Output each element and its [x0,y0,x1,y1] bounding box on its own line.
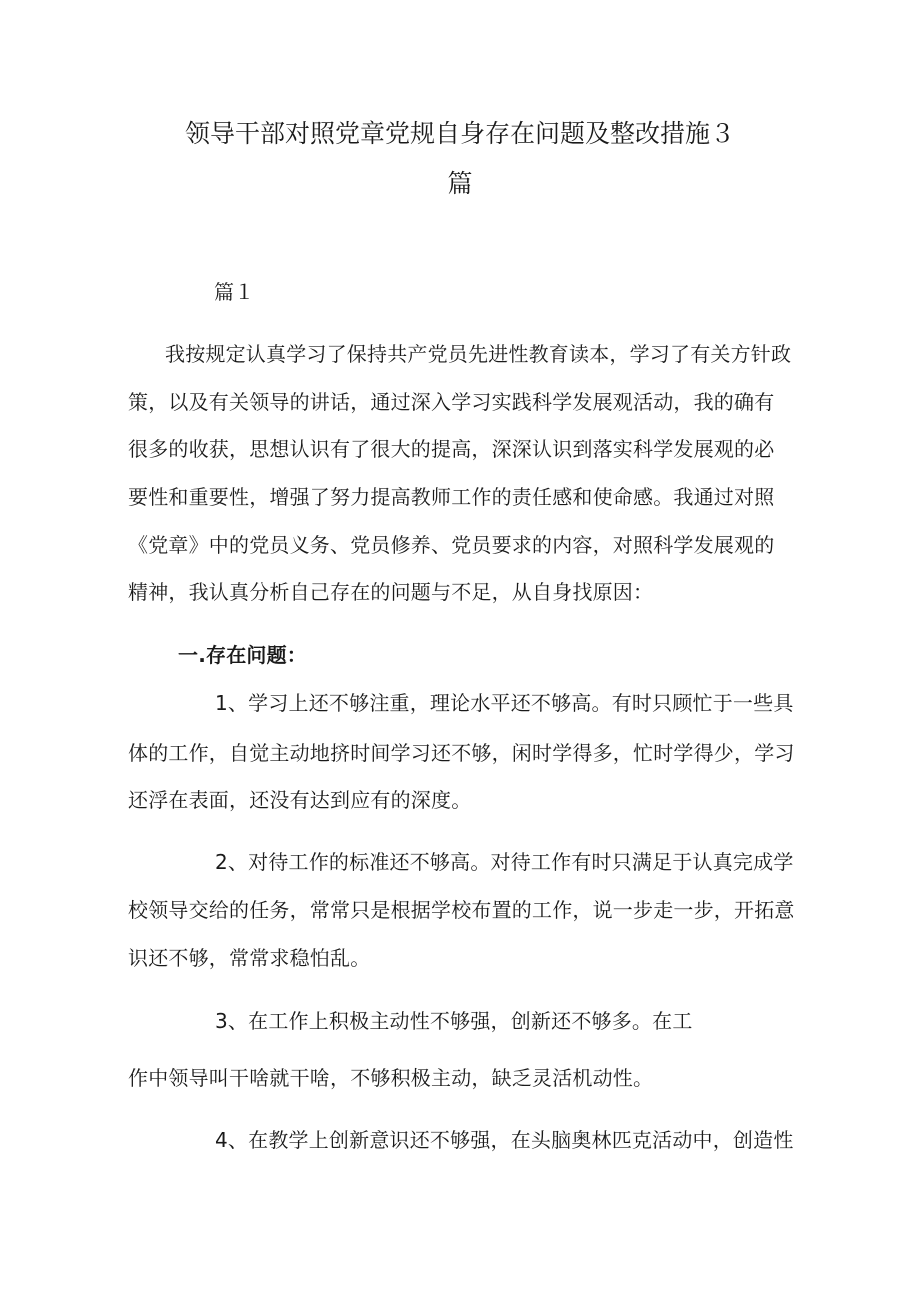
item-line: 作中领导叫干啥就干啥，不够积极主动，缺乏灵活机动性。 [128,1066,654,1090]
item-line: 3、在工作上积极主动性不够强，创新还不够多。在工 [215,1009,693,1033]
item-line: 还浮在表面，还没有达到应有的深度。 [128,788,472,812]
intro-line: 要性和重要性，增强了努力提高教师工作的责任感和使命感。我通过对照 [128,485,775,509]
item-line: 校领导交给的任务，常常只是根据学校布置的工作，说一步走一步，开拓意 [128,898,795,922]
intro-line: 《党章》中的党员义务、党员修养、党员要求的内容，对照科学发展观的 [128,533,775,557]
item-line: 1、学习上还不够注重，理论水平还不够高。有时只顾忙于一些具 [215,691,794,715]
item-line: 4、在教学上创新意识还不够强，在头脑奥林匹克活动中，创造性 [215,1128,794,1152]
section-label: 篇１ [214,280,255,304]
item-line: 2、对待工作的标准还不够高。对待工作有时只满足于认真完成学 [215,850,794,874]
intro-line: 很多的收获，思想认识有了很大的提高，深深认识到落实科学发展观的必 [128,437,775,461]
intro-line: 精神，我认真分析自己存在的问题与不足，从自身找原因： [128,580,654,604]
intro-line: 策，以及有关领导的讲话，通过深入学习实践科学发展观活动，我的确有 [128,390,775,414]
document-title-line2: 篇 [447,169,473,198]
intro-line: 我按规定认真学习了保持共产党员先进性教育读本，学习了有关方针政 [165,342,792,366]
document-title-line1: 领导干部对照党章党规自身存在问题及整改措施３ [184,119,735,148]
item-line: 体的工作，自觉主动地挤时间学习还不够，闲时学得多，忙时学得少，学习 [128,741,795,765]
section-heading: 一.存在问题： [178,643,307,667]
item-line: 识还不够，常常求稳怕乱。 [128,946,371,970]
